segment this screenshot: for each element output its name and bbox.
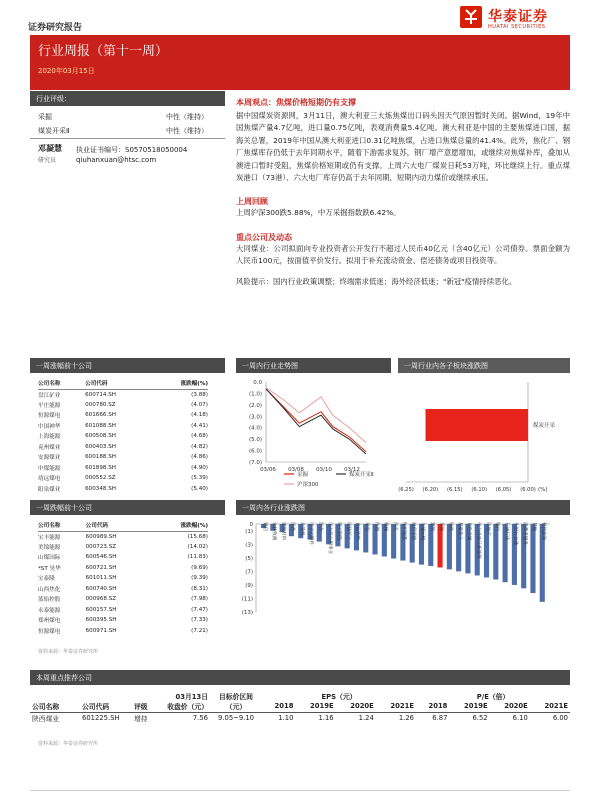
stock-name: 中煤能源 [38,465,61,472]
x-tick-label: (6.20) [422,487,439,493]
stock-change: (5.40) [191,485,208,492]
category-label: 计算机 [298,522,304,536]
losers-heading [30,500,225,515]
stock-code: 600989.SH [85,533,117,540]
table-row [38,463,208,474]
category-label: 钢铁 [447,522,453,532]
bar-coal-mining [426,409,528,441]
stock-change: (4.41) [191,422,208,429]
table-row [38,563,208,574]
stock-change: (7.21) [191,627,208,634]
brand-name-en: HUATAI SECURITIES [488,24,546,30]
col-code: 公司代码 [85,377,150,389]
stock-code: 000780.SZ [85,401,116,408]
stock-code: 600508.SH [85,433,116,440]
stock-change: (15.68) [187,533,208,540]
y-tick-label: (5.0) [248,437,262,444]
x-tick-label: (6.15) [446,487,463,493]
x-tick-label: (6.05) [495,487,512,493]
table-header [30,701,570,712]
legend-label: 煤炭开采Ⅱ [349,472,374,478]
table-row [38,452,208,463]
trend-chart [236,374,394,498]
table-row [38,410,208,421]
stock-name: *ST 昊华 [38,565,61,572]
col-name: 公司名称 [38,377,85,389]
stock-code: 600546.SH [85,554,117,561]
category-label: 机械 [382,522,388,532]
category-label: 非银行金融 [512,522,518,545]
stock-code: 600395.SH [85,617,117,624]
y-tick-label: (1) [245,528,253,535]
y-tick-label: (7) [245,569,253,576]
stock-change: (4.90) [191,464,208,471]
rec-eps: 1.24 [358,713,374,722]
rec-pe: 6.87 [432,713,448,722]
stock-name: 蓝焰控股 [38,597,61,604]
stock-change: (4.18) [191,412,208,419]
gainers-heading [30,358,225,373]
stock-change: (7.47) [191,606,208,613]
hdr-year: 2021E [376,701,416,712]
y-tick-label: (6.0) [248,448,262,455]
bar-label: 煤炭开采 [533,423,556,429]
stock-name: 平庄能源 [38,402,61,409]
stock-code: 600971.SH [85,627,117,634]
footer-divider [30,790,570,791]
recommend-title: 本周重点推荐公司 [36,673,92,682]
stock-change: (8.31) [191,585,208,592]
review-title: 上周回顾 [236,197,268,207]
table-row [38,400,208,411]
view-title: 本周观点：焦煤价格短期仍有支撑 [236,98,356,107]
table-row [38,573,208,584]
hdr-range-unit: （元） [210,701,262,712]
stock-name: 永泰能源 [38,607,61,614]
stock-name: 恒源煤电 [38,413,61,420]
risk-text: 风险提示：国内行业政策调整；终端需求低迷；海外经济低迷；"新冠"疫情持续恶化。 [236,276,517,286]
company-text: 大同煤业：公司拟面向专业投资者公开发行不超过人民币40亿元（含40亿元）公司债券。票面金额为人民币100元，按面值平价发行。拟用于补充流动资金、偿还债务或项目投资等。 [236,243,570,266]
stock-change: (7.98) [191,596,208,603]
stock-code: 000968.SZ [85,596,117,603]
stock-change: (11.83) [187,554,208,561]
category-label: 传媒 [373,522,379,532]
losers-table-wrap [38,519,208,636]
table-row [38,431,208,442]
category-label: 消费者服务 [521,522,527,545]
table-header [30,690,570,701]
stock-name: 山煤国际 [38,555,61,562]
stock-change: (4.82) [191,443,208,450]
stock-name: 盘江矿业 [38,392,61,399]
hdr-year: 2021E [530,701,570,712]
rec-pe: 6.00 [552,713,568,722]
report-date: 2020年03月15日 [38,67,95,75]
rec-pe: 6.10 [512,713,528,722]
x-tick-label: (6.25) [398,487,414,493]
x-tick-label: 03/08 [288,467,304,473]
category-label: 房地产 [484,522,490,536]
stock-change: (7.33) [191,617,208,624]
col-change: 涨跌幅(%) [150,377,208,389]
divider [30,138,225,139]
series-line [266,388,366,443]
industry-chart [236,516,570,650]
review-text: 上周沪深300跌5.88%，中万采掘指数跌6.42%。 [236,208,401,218]
y-tick-label: (2.0) [248,402,262,409]
table-row [38,552,208,563]
hdr-rating: 评级 [132,701,160,712]
category-label: 轻工制造 [336,522,342,541]
losers-title: 一周跌幅前十公司 [36,503,92,512]
y-tick-label: (3) [245,542,253,549]
rating-value: 中性（维持） [166,113,208,121]
y-tick-label: (11) [241,596,253,603]
y-tick-label: (5) [245,555,253,562]
category-label: 汽车 [391,522,397,532]
stock-code: 600157.SH [85,606,117,613]
stock-code: 600348.SH [85,485,116,492]
category-label: 餐饮旅游 [540,522,546,541]
category-label: 其他 [531,522,537,532]
col-name: 公司名称 [38,519,86,531]
stock-name: 郑州煤电 [38,618,61,625]
hdr-date: 03月13日 [175,692,208,701]
hdr-pe: P/E（倍） [476,692,510,701]
table-row [38,615,208,626]
rec-rating: 增持 [134,714,148,723]
analyst-email[interactable]: qiuhanxuan@htsc.com [76,156,157,164]
trend-title: 一周内行业走势图 [242,361,298,370]
stock-change: (5.39) [191,475,208,482]
gainers-table [38,377,208,494]
recommend-heading [30,670,570,685]
stock-name: 阳泉煤业 [38,486,61,493]
category-label: 通信 [261,522,267,532]
hdr-year: 2018 [262,701,295,712]
hdr-year: 2018 [416,701,449,712]
stock-change: (9.39) [191,575,208,582]
legend-label: 采掘 [297,472,309,478]
stock-change: (4.68) [191,433,208,440]
category-label: 农林牧渔 [271,522,277,541]
y-tick-label: (3.0) [248,414,262,421]
category-label: 综合 [317,522,323,532]
x-tick-label: (6.10) [471,487,488,493]
y-tick-label: (9) [245,582,253,589]
table-row [30,712,570,723]
hdr-year: 2020E [490,701,530,712]
sub-heading [398,358,570,373]
stock-code: 600403.SH [85,443,116,450]
category-label: 交通运输 [419,522,425,541]
y-tick-label: (7.0) [248,460,262,466]
stock-name: 恒源煤电 [38,628,61,635]
rec-code: 601225.SH [82,713,120,722]
recommend-table [30,690,570,723]
stock-name: 宝丰能源 [38,534,61,541]
rec-eps: 1.26 [398,713,414,722]
report-title: 行业周报（第十一周） [38,44,169,59]
category-label: 纺织服装 [401,522,407,541]
table-row [38,594,208,605]
table-row [38,605,208,616]
y-tick-label: (13) [241,610,253,616]
y-tick-label: (1.0) [248,391,262,398]
industry-bar [530,524,535,593]
huatai-logo-icon [460,6,482,28]
category-label: 有色金属 [466,522,472,541]
stock-name: 中国神华 [38,423,61,430]
category-label: 石油石化 [503,522,509,541]
table-row [38,389,208,400]
losers-table [38,519,208,636]
hdr-code: 公司代码 [80,701,132,712]
stock-change: (9.69) [191,564,208,571]
report-type: 证券研究报告 [28,23,83,33]
table-header [38,377,208,389]
gainers-source: 资料来源：华泰证券研究所 [38,649,99,655]
stock-code: 600721.SH [85,564,117,571]
y-tick-label: 0.0 [253,380,262,386]
hdr-year: 2019E [449,701,489,712]
stock-change: (3.88) [191,391,208,398]
hdr-eps: EPS（元） [321,692,357,701]
col-change: 涨跌幅(%) [150,519,208,531]
trend-heading [236,358,391,373]
rec-pe: 6.52 [472,713,488,722]
stock-code: 000552.SZ [85,475,116,482]
analyst-license: 执业证书编号：S0570518050004 [76,146,188,154]
table-row [38,484,208,495]
main-body [236,97,570,288]
category-label: 医药 [289,522,295,532]
legend-label: 沪深300 [297,482,319,488]
hdr-price: 收盘价（元） [160,701,210,712]
x-tick-label: 03/12 [344,467,360,473]
stock-code: 601666.SH [85,412,116,419]
recommend-source: 资料来源：华泰证券研究所 [38,741,99,747]
industry-title: 一周内各行业涨跌图 [242,503,305,512]
recommend-table-wrap [30,690,570,723]
stock-code: 601898.SH [85,464,116,471]
gainers-table-wrap [38,377,208,494]
category-label: 银行 [494,522,500,532]
rec-eps: 1.16 [318,713,334,722]
table-row [38,626,208,637]
hdr-year: 2020E [336,701,376,712]
stock-change: (14.02) [187,543,208,550]
series-line [266,389,366,454]
brand-name: 华泰证券 [488,9,548,25]
gainers-title: 一周涨幅前十公司 [36,361,92,370]
stock-name: 山西焦化 [38,586,61,593]
rating-list [38,112,208,136]
rating-value: 中性（维持） [166,127,208,135]
industry-bar [493,524,498,580]
table-row [38,584,208,595]
category-label: 家电 [363,522,369,532]
rating-heading-text: 行业评级： [36,94,71,103]
stock-name: 宝泰隆 [38,576,55,583]
category-label: 采掘 [438,522,444,532]
stock-name: 上海能源 [38,434,61,441]
stock-code: 600188.SH [85,454,116,461]
hdr-range: 目标价区间 [219,692,253,701]
rating-row [38,112,208,122]
table-header [38,519,208,531]
rating-sector: 煤炭开采Ⅱ [38,127,70,135]
stock-code: 601011.SH [85,575,117,582]
hdr-year: 2019E [295,701,335,712]
category-label: 电力设备及新能源 [475,522,481,559]
table-row [38,442,208,453]
rating-row [38,126,208,136]
table-row [38,473,208,484]
category-label: 食品饮料 [354,522,360,541]
rec-eps: 1.10 [278,713,294,722]
stock-code: 601088.SH [85,422,116,429]
col-code: 公司代码 [86,519,151,531]
rating-sector: 采掘 [38,113,52,121]
rating-heading [30,91,225,106]
table-row [38,421,208,432]
industry-heading [236,500,570,515]
unit-label: (%) [538,487,548,493]
category-label: 国防军工 [345,522,351,541]
category-label: 建筑材料 [280,522,286,541]
category-label: 商贸零售 [410,522,416,541]
category-label: 基础化工 [456,522,462,541]
x-tick-label: 03/10 [316,467,332,473]
stock-change: (4.86) [191,454,208,461]
hdr-name: 公司名称 [30,701,80,712]
x-tick-label: (6.00) [520,487,536,493]
company-title: 重点公司及动态 [236,232,292,242]
stock-name: 安源煤业 [38,455,61,462]
stock-code: 000723.SZ [85,543,117,550]
rec-price: 7.56 [192,713,208,722]
category-label: 电子元器件 [308,522,314,545]
table-row [38,531,208,542]
rec-name: 陕西煤业 [32,714,60,723]
stock-code: 600714.SH [85,391,116,398]
stock-name: 靖远煤电 [38,476,61,483]
sub-title: 一周行业内各子板块涨跌图 [404,361,488,370]
stock-change: (4.07) [191,401,208,408]
table-row [38,542,208,553]
stock-code: 600740.SH [85,585,117,592]
analyst-role: 研究员 [38,157,57,164]
y-tick-label: 0 [249,522,253,528]
y-tick-label: (4.0) [248,425,262,432]
category-label: 电力及公用事业 [326,522,332,555]
stock-name: 兖州煤业 [38,444,61,451]
rec-range: 9.05~9.10 [218,713,254,722]
stock-name: 美锦能源 [38,544,61,551]
view-text: 据中国煤炭资源网，3月11日，澳大利亚三大炼焦煤出口码头因天气原因暂时关闭。据Wind，19年中国焦煤产量4.7亿吨，进口量0.75亿吨，表观消费量5.4亿吨。澳大利亚是中国的主要焦煤进口国，据海关总署，2019年中国从澳大利亚进口0.31亿吨焦煤，占进口焦煤总量的41.4%。此外，焦化厂、钢厂焦煤库存仍低于去年同期水平，随着下游需求复苏，钢厂增产意愿增加，或继续对焦煤补库，叠加从澳进口暂时受阻，焦煤价格短期或仍有支撑。上周六大电厂煤炭日耗53万吨，环比继续上行。重点煤炭港口（73港）、六大电厂库存仍高于去年同期，短期内动力煤价或继续承压。 [236,111,570,183]
x-tick-label: 03/06 [260,467,276,473]
sub-sector-chart [398,374,570,498]
analyst-name: 邓凝慧 [38,144,62,153]
category-label: 建筑 [429,522,435,532]
